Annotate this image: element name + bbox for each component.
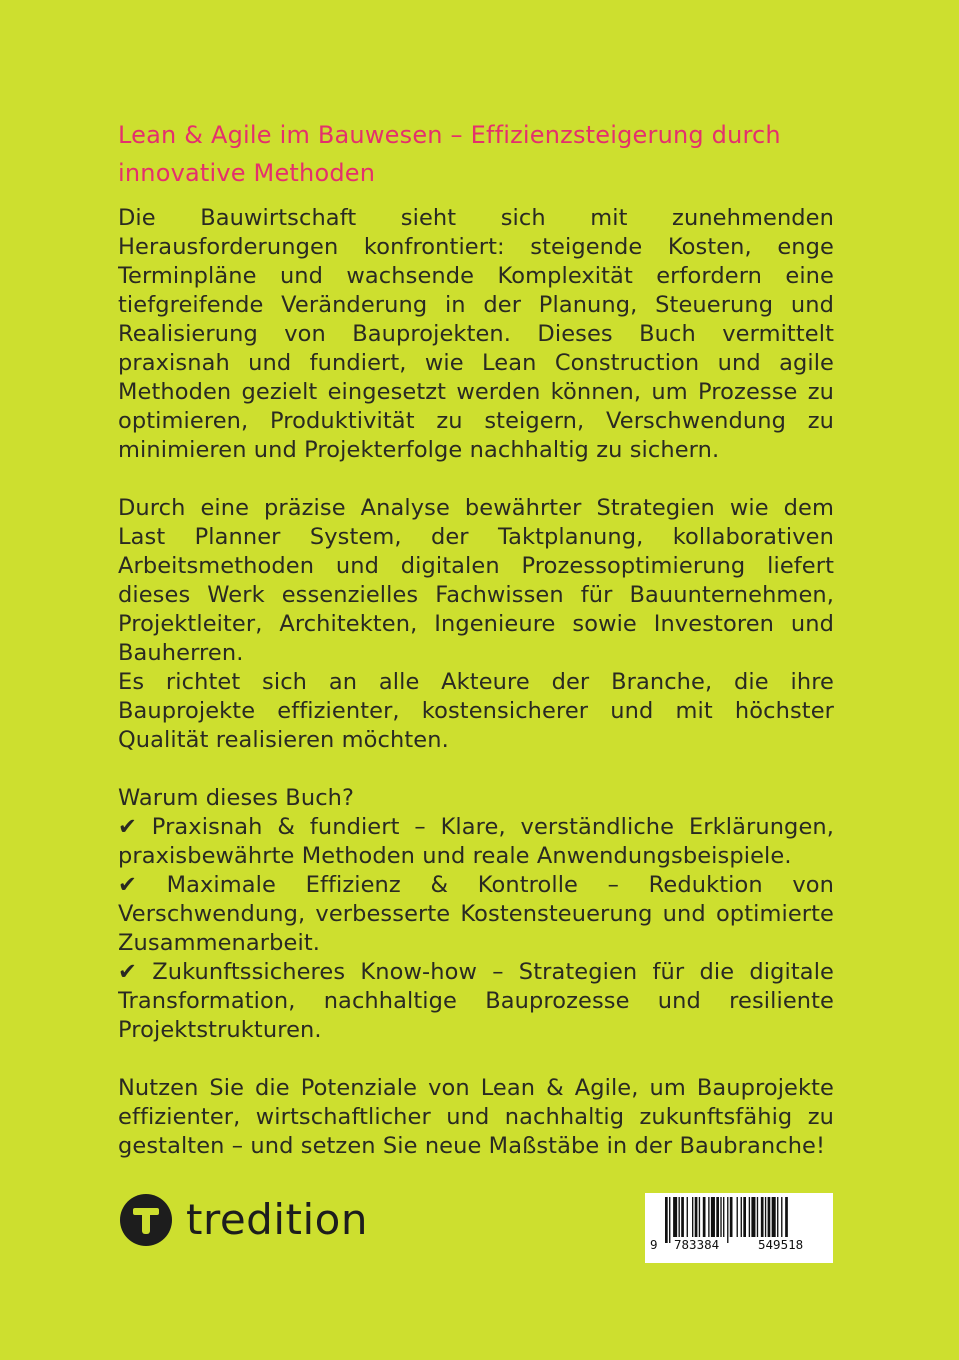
- barcode-bar: [768, 1197, 771, 1237]
- barcode-bar: [743, 1197, 746, 1237]
- barcode-bar: [716, 1197, 719, 1237]
- barcode-bar: [737, 1197, 738, 1237]
- barcode-digit-first: 9: [650, 1237, 658, 1252]
- benefit-item: ✔ Praxisnah & fundiert – Klare, verständliche Erklärungen, praxisbewährte Methoden und reale Anwendungsbeispiele.: [118, 814, 834, 869]
- paragraph-gap: [118, 755, 834, 784]
- barcode-bar: [781, 1197, 782, 1237]
- barcode-bar: [751, 1197, 755, 1237]
- paragraph-gap: [118, 465, 834, 494]
- barcode-bar: [708, 1197, 709, 1237]
- barcode-bar: [692, 1197, 693, 1237]
- barcode-bar: [777, 1197, 778, 1237]
- paragraph-gap: [118, 1045, 834, 1074]
- barcode-bar: [687, 1197, 688, 1237]
- barcode-digits: [649, 1237, 831, 1255]
- book-title: Lean & Agile im Bauwesen – Effizienzsteigerung durch innovative Methoden: [118, 121, 781, 187]
- barcode-bar: [695, 1197, 698, 1237]
- closing-paragraph: Nutzen Sie die Potenziale von Lean & Agile, um Bauprojekte effizienter, wirtschaftlicher und nachhaltig zukunftsfähig zu gestalten – und setzen Sie neue Maßstäbe in der Baubranche!: [118, 1075, 834, 1159]
- benefit-item: ✔ Maximale Effizienz & Kontrolle – Reduktion von Verschwendung, verbesserte Kostensteuerung und optimierte Zusammenarbeit.: [118, 872, 834, 956]
- publisher-logo: [120, 1192, 368, 1248]
- back-cover-text: [118, 204, 834, 1161]
- barcode-bar: [772, 1197, 776, 1237]
- barcode-bar: [681, 1197, 684, 1237]
- tredition-t-logo-icon: [120, 1194, 172, 1246]
- analysis-paragraph: Durch eine präzise Analyse bewährter Strategien wie dem Last Planner System, der Taktplanung, kollaborativen Arbeitsmethoden und digitalen Prozessoptimierung liefert dieses Werk essenzielles Fachwissen für Bauunternehmen, Projektleiter, Architekten, Ingenieure sowie Investoren und Bauherren.: [118, 495, 834, 666]
- barcode-group-1: 783384: [674, 1237, 720, 1252]
- barcode-bar: [703, 1197, 706, 1237]
- barcode-bar: [761, 1197, 764, 1237]
- publisher-name: tredition: [186, 1195, 368, 1244]
- barcode-bar: [741, 1197, 742, 1237]
- barcode-bar: [679, 1197, 680, 1237]
- barcode-bar: [730, 1197, 733, 1237]
- audience-paragraph: Es richtet sich an alle Akteure der Branche, die ihre Bauprojekte effizienter, kostensicherer und mit höchster Qualität realisieren möchten.: [118, 669, 834, 753]
- barcode-bar: [711, 1197, 715, 1237]
- barcode-bar: [720, 1197, 721, 1237]
- benefit-item: ✔ Zukunftssicheres Know-how – Strategien für die digitale Transformation, nachhaltige Bauprozesse und resiliente Projektstrukturen.: [118, 959, 834, 1043]
- barcode-bar: [699, 1197, 700, 1237]
- barcode-bar: [757, 1197, 758, 1237]
- isbn-barcode: [645, 1193, 833, 1263]
- barcode-bar: [749, 1197, 750, 1237]
- barcode-bar: [673, 1197, 677, 1237]
- barcode-group-2: 549518: [758, 1237, 804, 1252]
- barcode-bar: [723, 1197, 724, 1237]
- intro-paragraph: Die Bauwirtschaft sieht sich mit zunehmenden Herausforderungen konfrontiert: steigende Kosten, enge Terminpläne und wachsende Komplexität erfordern eine tiefgreifende Veränderung in der Planung, Steuerung und Realisierung von Bauprojekten. Dieses Buch vermittelt praxisnah und fundiert, wie Lean Construction und agile Methoden gezielt eingesetzt werden können, um Prozesse zu optimieren, Produktivität zu steigern, Verschwendung zu minimieren und Projekterfolge nachhaltig zu sichern.: [118, 205, 834, 463]
- why-heading: Warum dieses Buch?: [118, 785, 355, 811]
- barcode-bar: [765, 1197, 766, 1237]
